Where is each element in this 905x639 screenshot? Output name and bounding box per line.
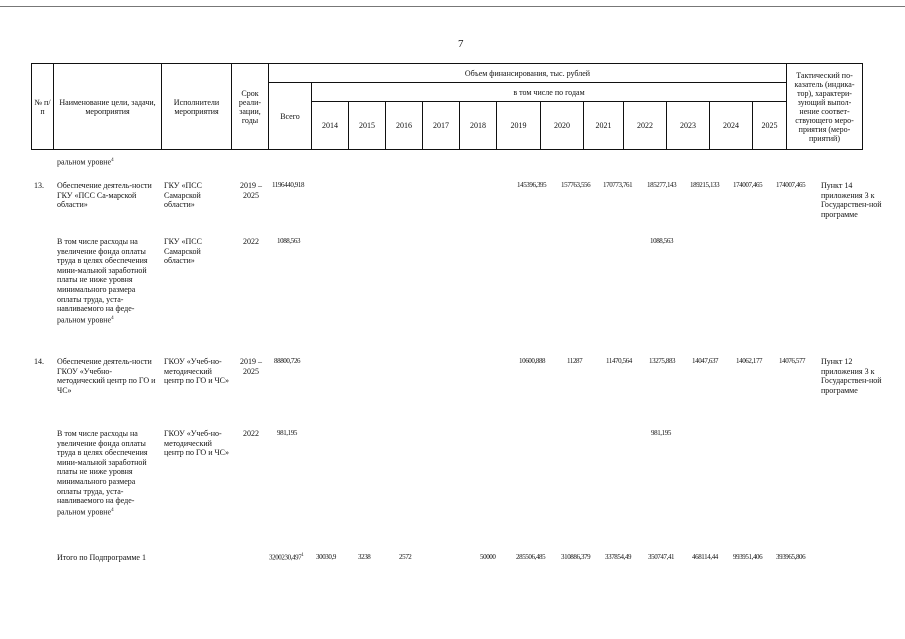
totals-total: 3200230,497$^1$ [269, 553, 304, 562]
value-2015: 3238 [358, 553, 371, 561]
row-name: Обеспечение деятель-ности ГКОУ «Учебно-методический центр по ГО и ЧС» [57, 357, 156, 395]
year-header: 2024 [710, 102, 753, 150]
value-2025: 14076,577 [779, 357, 806, 365]
row-number: 14. [34, 357, 44, 366]
value-2019: 10600,888 [519, 357, 546, 365]
header-table [31, 63, 863, 150]
value-2022: 1088,563 [650, 237, 674, 245]
value-2016: 2572 [399, 553, 412, 561]
row-period: 2019 – 2025 [240, 357, 262, 376]
row-period: 2022 [243, 237, 259, 246]
value-2022: 13275,883 [649, 357, 676, 365]
col-tactical-header: Тактический по-казатель (индика-тор), характери-зующий выпол-нение соответ-ствующего меро-приятия (меро-приятий) [787, 64, 863, 150]
row-executor: ГКУ «ПСС Самарской области» [164, 237, 202, 266]
value-2019: 145396,395 [517, 181, 547, 189]
row-executor: ГКУ «ПСС Самарской области» [164, 181, 202, 210]
row-executor: ГКОУ «Учеб-но-методический центр по ГО и ЧС» [164, 429, 230, 458]
top-rule [0, 6, 905, 7]
col-total-header: Всего [269, 83, 312, 150]
row-name: В том числе расходы на увеличение фонда оплаты труда в целях обеспечения мини-мальной заработной платы не ниже уровня минимального размера оплаты труда, уста-навливаемого на феде-ральном уровне$^4$ [57, 429, 148, 517]
year-header: 2014 [312, 102, 349, 150]
row-name: В том числе расходы на увеличение фонда оплаты труда в целях обеспечения мини-мальной заработной платы не ниже уровня минимального размера оплаты труда, уста-навливаемого на феде-ральном уровне$^4$ [57, 237, 148, 325]
col-funding-header: Объем финансирования, тыс. рублей [269, 64, 787, 83]
col-by-years-header: в том числе по годам [312, 83, 787, 102]
value-2014: 30030,9 [316, 553, 336, 561]
col-num-header: № п/п [32, 64, 54, 150]
row-period: 2019 – 2025 [240, 181, 262, 200]
value-2022: 185277,143 [647, 181, 677, 189]
year-header: 2019 [497, 102, 541, 150]
col-period-header: Срок реали-зации, годы [232, 64, 269, 150]
row-total: 981,195 [277, 429, 297, 437]
year-header: 2021 [584, 102, 624, 150]
value-2022: 981,195 [651, 429, 671, 437]
col-name-header: Наименование цели, задачи, мероприятия [54, 64, 162, 150]
row-name: Обеспечение деятель-ности ГКУ «ПСС Са-марской области» [57, 181, 152, 210]
row-total: 1196440,918 [272, 181, 305, 189]
year-header: 2025 [753, 102, 787, 150]
value-2025: 174007,465 [776, 181, 806, 189]
value-2023: 14047,637 [692, 357, 719, 365]
row-tactical: Пункт 12 приложения 3 к Государствен-ной программе [821, 357, 882, 395]
value-2024: 993951,406 [733, 553, 763, 561]
year-header: 2016 [386, 102, 423, 150]
year-header: 2015 [349, 102, 386, 150]
value-2021: 11470,564 [606, 357, 632, 365]
row-number: 13. [34, 181, 44, 190]
value-2018: 50000 [480, 553, 496, 561]
value-2020: 310886,379 [561, 553, 591, 561]
row-total: 1088,563 [277, 237, 301, 245]
value-2020: 157763,556 [561, 181, 591, 189]
value-2021: 337854,49 [605, 553, 632, 561]
value-2024: 174007,465 [733, 181, 763, 189]
row-tactical: Пункт 14 приложения 3 к Государствен-ной программе [821, 181, 882, 219]
year-header: 2018 [460, 102, 497, 150]
value-2021: 170773,761 [603, 181, 633, 189]
value-2020: 11287 [567, 357, 583, 365]
continuation-text: ральном уровне$^4$ [57, 157, 114, 167]
row-executor: ГКОУ «Учеб-но-методический центр по ГО и ЧС» [164, 357, 230, 386]
year-header: 2023 [667, 102, 710, 150]
totals-label: Итого по Подпрограмме 1 [57, 553, 146, 562]
year-header: 2022 [624, 102, 667, 150]
year-header: 2020 [541, 102, 584, 150]
value-2025: 393965,806 [776, 553, 806, 561]
value-2023: 468114,44 [692, 553, 718, 561]
row-total: 88800,726 [274, 357, 301, 365]
page-number: 7 [458, 38, 464, 50]
year-header: 2017 [423, 102, 460, 150]
col-exec-header: Исполнители мероприятия [162, 64, 232, 150]
value-2019: 285506,485 [516, 553, 546, 561]
value-2024: 14062,177 [736, 357, 763, 365]
value-2023: 189215,133 [690, 181, 720, 189]
row-period: 2022 [243, 429, 259, 438]
value-2022: 350747,41 [648, 553, 675, 561]
